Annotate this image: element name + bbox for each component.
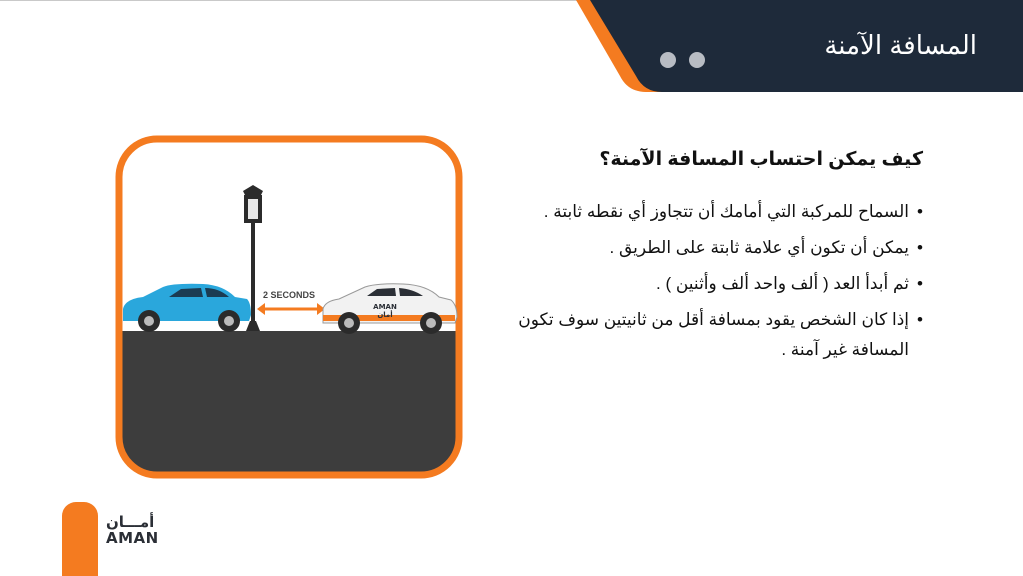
distance-label: 2 SECONDS [262, 290, 316, 300]
slide-title: المسافة الآمنة [824, 30, 977, 60]
bullet-text: ثم أبدأ العد ( ألف واحد ألف وأثنين ) . [656, 274, 909, 293]
bullet-dot: • [917, 310, 923, 329]
bullet-item [483, 233, 923, 263]
logo-bar [62, 502, 98, 576]
bullet-dot: • [917, 202, 923, 221]
bullet-dot: • [917, 238, 923, 257]
logo-text [106, 514, 159, 546]
bullet-text: السماح للمركبة التي أمامك أن تتجاوز أي نقطه ثابتة . [543, 202, 909, 221]
safe-distance-illustration [113, 133, 465, 481]
bullet-list [483, 197, 923, 365]
car-badge-arabic: أمان [377, 311, 393, 319]
pager-dot [660, 52, 676, 68]
logo-latin: AMAN [106, 529, 159, 547]
car-badge-latin: AMAN [373, 303, 397, 311]
road [113, 331, 465, 481]
bullet-text: إذا كان الشخص يقود بمسافة أقل من ثانيتين سوف تكون المسافة غير آمنة . [518, 310, 909, 359]
slide-content [483, 148, 923, 371]
bullet-item [483, 305, 923, 365]
bullet-dot: • [917, 274, 923, 293]
logo-arabic: أمـــان [106, 513, 155, 531]
pager-dot [689, 52, 705, 68]
bullet-text: يمكن أن تكون أي علامة ثابتة على الطريق . [609, 238, 909, 257]
question-heading: كيف يمكن احتساب المسافة الآمنة؟ [599, 149, 923, 170]
bullet-item [483, 269, 923, 299]
bullet-item [483, 197, 923, 227]
